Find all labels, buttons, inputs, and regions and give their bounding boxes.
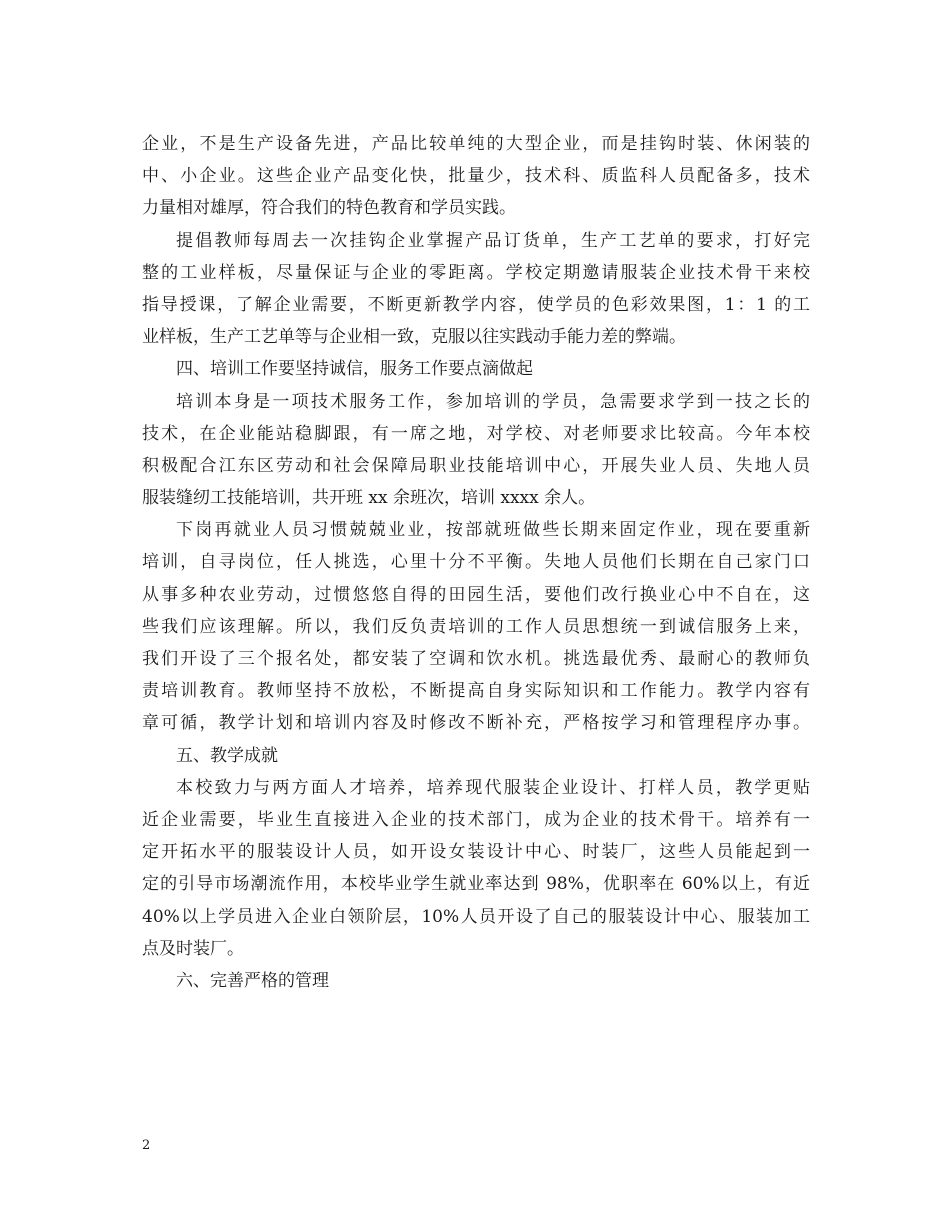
text-line: 我们开设了三个报名处，都安装了空调和饮水机。挑选最优秀、最耐心的教师负 bbox=[142, 649, 810, 669]
text-line: 积极配合江东区劳动和社会保障局职业技能培训中心，开展失业人员、失地人员 bbox=[142, 455, 810, 476]
text-line: 培训，自寻岗位，任人挑选，心里十分不平衡。失地人员他们长期在自己家门口 bbox=[142, 552, 810, 573]
text-line: 业样板，生产工艺单等与企业相一致，克服以往实践动手能力差的弊端。 bbox=[142, 327, 686, 348]
text-line: 中、小企业。这些企业产品变化快，批量少，技术科、质监科人员配备多，技术 bbox=[142, 166, 810, 187]
text-line: 整的工业样板，尽量保证与企业的零距离。学校定期邀请服装企业技术骨干来校 bbox=[142, 262, 810, 283]
text-line: 点及时装厂。 bbox=[142, 938, 244, 959]
text-line: 定的引导市场潮流作用，本校毕业学生就业率达到 98%，优职率在 60%以上，有近 bbox=[142, 874, 810, 895]
text-line: 章可循，教学计划和培训内容及时修改不断补充，严格按学习和管理程序办事。 bbox=[142, 713, 810, 734]
document-body bbox=[142, 128, 810, 997]
text-line: 定开拓水平的服装设计人员，如开设女装设计中心、时装厂，这些人员能起到一 bbox=[142, 842, 810, 863]
text-line: 提倡教师每周去一次挂钩企业掌握产品订货单，生产工艺单的要求，打好完 bbox=[176, 230, 810, 251]
text-line: 指导授课，了解企业需要，不断更新教学内容，使学员的色彩效果图，1：1 的工 bbox=[142, 294, 810, 315]
text-line: 六、完善严格的管理 bbox=[176, 970, 329, 991]
text-line: 服装缝纫工技能培训，共开班 xx 余班次，培训 xxxx 余人。 bbox=[142, 488, 596, 509]
page-number: 2 bbox=[142, 1138, 151, 1153]
text-line: 近企业需要，毕业生直接进入企业的技术部门，成为企业的技术骨干。培养有一 bbox=[142, 809, 810, 830]
text-line: 培训本身是一项技术服务工作，参加培训的学员，急需要求学到一技之长的 bbox=[176, 391, 810, 412]
text-line: 责培训教育。教师坚持不放松，不断提高自身实际知识和工作能力。教学内容有 bbox=[142, 681, 810, 702]
text-line: 力量相对雄厚，符合我们的特色教育和学员实践。 bbox=[142, 198, 516, 219]
text-line: 下岗再就业人员习惯兢兢业业，按部就班做些长期来固定作业，现在要重新 bbox=[176, 520, 810, 541]
text-line: 技术，在企业能站稳脚跟，有一席之地，对学校、对老师要求比较高。今年本校 bbox=[142, 423, 810, 444]
text-line: 从事多种农业劳动，过惯悠悠自得的田园生活，要他们改行换业心中不自在，这 bbox=[142, 584, 810, 605]
text-line: 本校致力与两方面人才培养，培养现代服装企业设计、打样人员，教学更贴 bbox=[176, 777, 810, 798]
text-line: 五、教学成就 bbox=[176, 745, 278, 766]
text-line: 40%以上学员进入企业白领阶层，10%人员开设了自己的服装设计中心、服装加工 bbox=[142, 906, 810, 927]
text-line: 些我们应该理解。所以，我们反负责培训的工作人员思想统一到诚信服务上来， bbox=[142, 616, 810, 637]
text-line: 企业，不是生产设备先进，产品比较单纯的大型企业，而是挂钩时装、休闲装的 bbox=[142, 134, 810, 154]
text-line: 四、培训工作要坚持诚信，服务工作要点滴做起 bbox=[176, 359, 533, 380]
